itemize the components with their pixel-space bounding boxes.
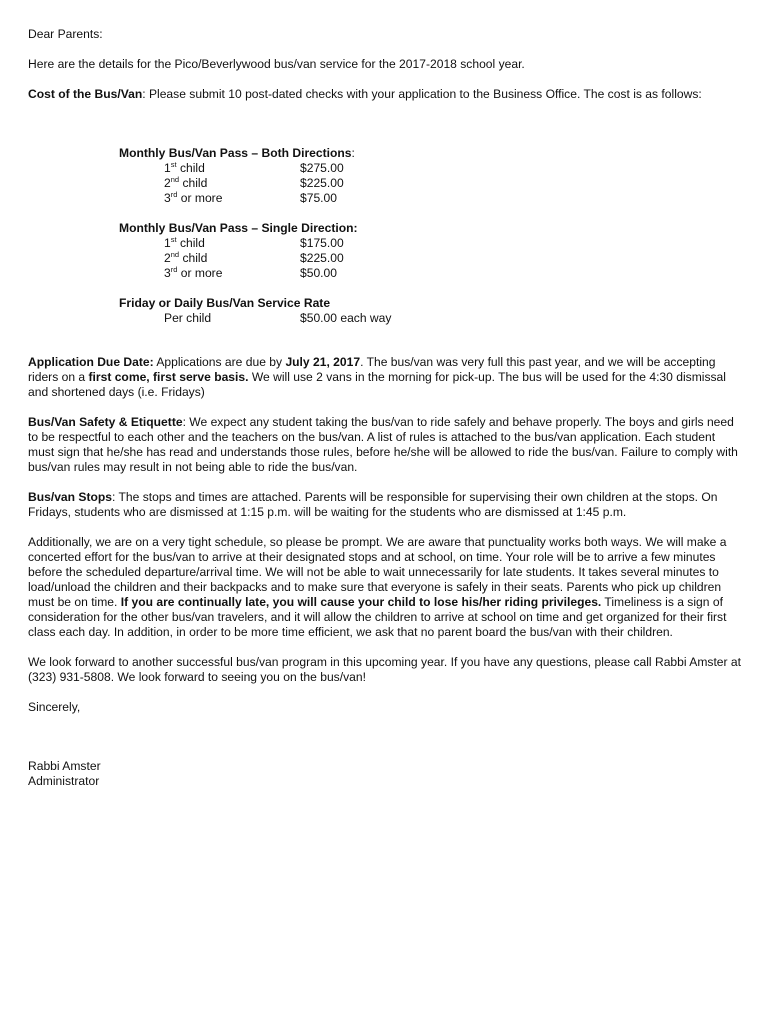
signer-title: Administrator: [28, 774, 100, 788]
rate-row: Per child $50.00 each way: [119, 311, 539, 326]
cost-text: : Please submit 10 post-dated checks with your application to the Business Office. The cost is as follows:: [142, 87, 702, 101]
rate-row: 2nd child $225.00: [119, 176, 539, 191]
rate-row: 1st child $175.00: [119, 236, 539, 251]
daily-rate-heading: Friday or Daily Bus/Van Service Rate: [119, 296, 331, 310]
salutation: Dear Parents:: [28, 27, 103, 41]
rate-price: $275.00: [300, 161, 344, 175]
safety-paragraph: Bus/Van Safety & Etiquette: We expect any student taking the bus/van to ride safely and behave properly. The boys and girls need to be respectful to each other and the teachers on the bus/van. A list of rules is attached to the bus/van application. Each student must sign that he/she has read and understands those rules, before he/she will be allowed to ride the bus/van. Failure to comply with bus/van rules may result in not being able to ride the bus/van.: [28, 415, 738, 474]
rate-price: $225.00: [300, 251, 344, 265]
rate-row: 2nd child $225.00: [119, 251, 539, 266]
rate-row: 3rd or more $50.00: [119, 266, 539, 281]
rate-row: 1st child $275.00: [119, 161, 539, 176]
letter: [28, 27, 743, 789]
rate-price: $50.00 each way: [300, 311, 392, 325]
intro-paragraph: Here are the details for the Pico/Beverlywood bus/van service for the 2017-2018 school year.: [28, 57, 525, 71]
rate-row: 3rd or more $75.00: [119, 191, 539, 206]
due-date-paragraph: Application Due Date: Applications are due by July 21, 2017. The bus/van was very full this past year, and we will be accepting riders on a first come, first serve basis. We will use 2 vans in the morning for pick-up. The bus will be used for the 4:30 dismissal and shortened days (i.e. Fridays): [28, 355, 726, 399]
punctuality-paragraph: Additionally, we are on a very tight schedule, so please be prompt. We are aware that punctuality works both ways. We will make a concerted effort for the bus/van to arrive at their designated stops and at school, on time. Your role will be to arrive a few minutes before the scheduled departure/arrival time. We will not be able to wait unnecessarily for late students. It takes several minutes to load/unload the children and their backpacks and to make sure that everyone is safely in their seats. Parents who pick up children must be on time. If you are continually late, you will cause your child to lose his/her riding privileges. Timeliness is a sign of consideration for the other bus/van travelers, and it will allow the children to arrive at school on time and get organized for their first class each day. In addition, in order to be more time efficient, we ask that no parent board the bus/van with their children.: [28, 535, 727, 639]
rate-price: $50.00: [300, 266, 337, 280]
stops-paragraph: Bus/van Stops: The stops and times are attached. Parents will be responsible for supervising their own children at the stops. On Fridays, students who are dismissed at 1:15 p.m. will be waiting for the students who are dismissed at 1:45 p.m.: [28, 490, 718, 519]
due-date: July 21, 2017: [285, 355, 361, 369]
rate-price: $225.00: [300, 176, 344, 190]
signer-name: Rabbi Amster: [28, 759, 101, 773]
closing-paragraph: We look forward to another successful bus/van program in this upcoming year. If you have any questions, please call Rabbi Amster at (323) 931-5808. We look forward to seeing you on the bus/van!: [28, 655, 742, 684]
rate-table: [119, 146, 539, 326]
both-directions-heading: Monthly Bus/Van Pass – Both Directions:: [119, 146, 355, 160]
rate-price: $175.00: [300, 236, 344, 250]
signoff: Sincerely,: [28, 700, 81, 714]
rate-price: $75.00: [300, 191, 337, 205]
cost-paragraph: [28, 87, 743, 102]
cost-label: Cost of the Bus/Van: [28, 87, 143, 101]
single-direction-heading: Monthly Bus/Van Pass – Single Direction:: [119, 221, 358, 235]
